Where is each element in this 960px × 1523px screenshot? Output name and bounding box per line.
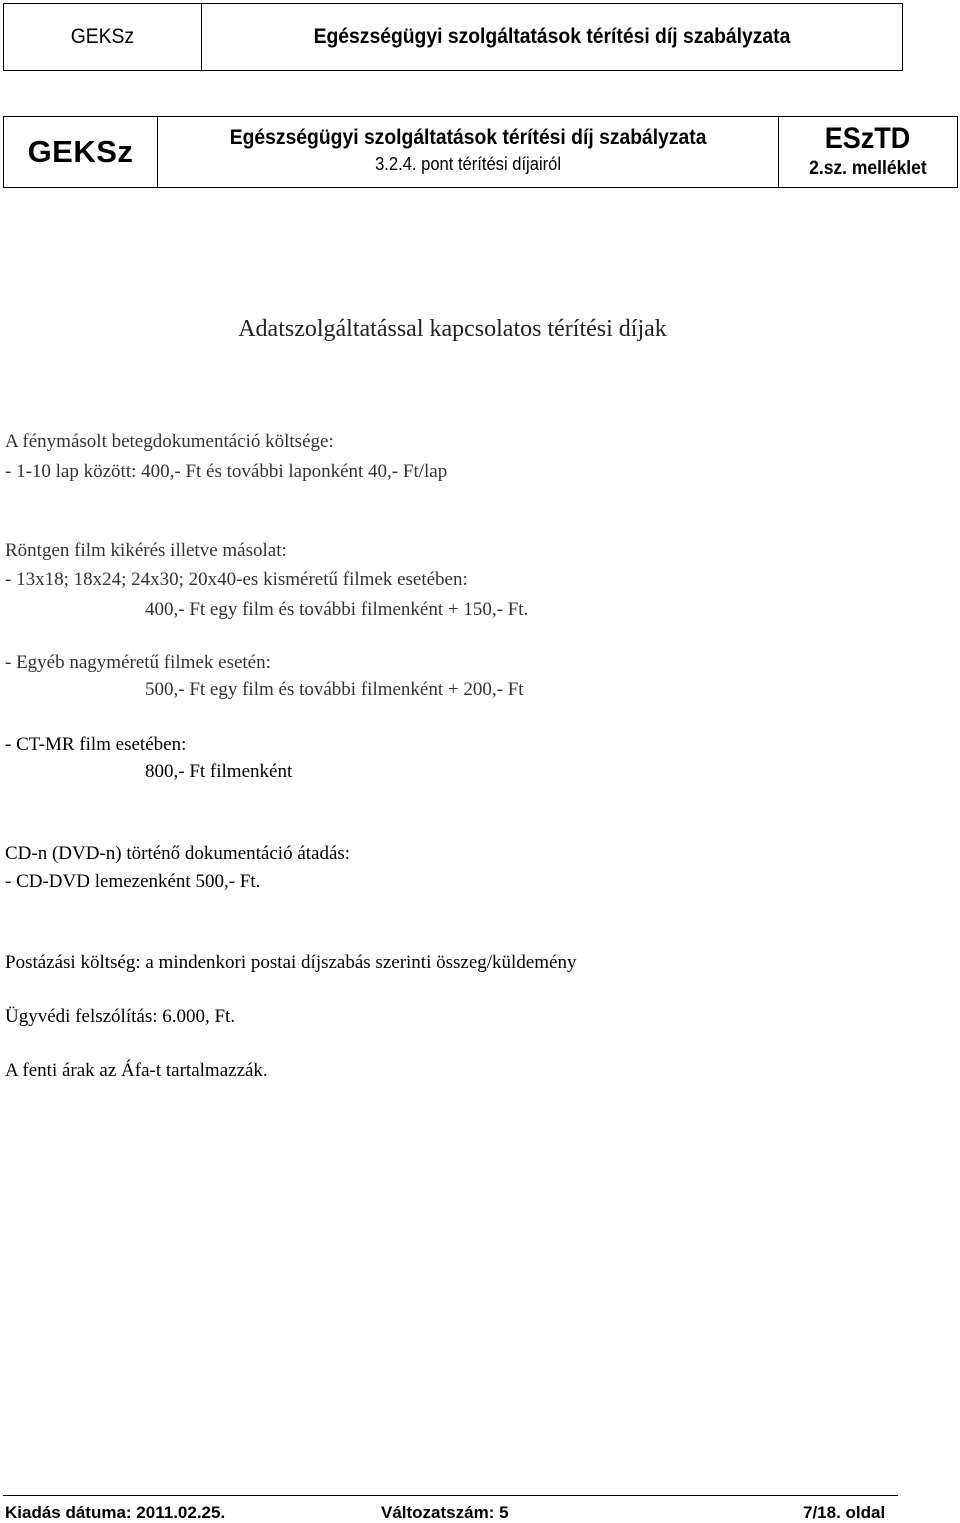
header-code: ESzTD	[825, 122, 911, 155]
xray-large-films-price: 500,- Ft egy film és további filmenként + 200,- Ft	[145, 679, 524, 700]
cd-dvd-heading: CD-n (DVD-n) történő dokumentáció átadás:	[5, 843, 351, 864]
xray-small-films-price: 400,- Ft egy film és további filmenként + 150,- Ft.	[145, 599, 529, 620]
xray-heading: Röntgen film kikérés illetve másolat:	[5, 540, 287, 561]
document-header	[3, 116, 958, 188]
top-bar-org-cell	[4, 4, 202, 70]
footer-rule	[3, 1495, 898, 1496]
ctmr-films-price: 800,- Ft filmenként	[145, 761, 293, 782]
header-code-cell	[779, 117, 957, 187]
header-subtitle: 3.2.4. pont térítési díjairól	[375, 153, 561, 174]
top-title-bar	[3, 3, 903, 71]
footer-issue-date: Kiadás dátuma: 2011.02.25.	[5, 1503, 226, 1522]
photocopy-cost-heading: A fénymásolt betegdokumentáció költsége:	[5, 431, 334, 452]
vat-note: A fenti árak az Áfa-t tartalmazzák.	[5, 1060, 268, 1081]
footer-page-number: 7/18. oldal	[803, 1503, 886, 1522]
footer-version: Változatszám: 5	[381, 1503, 509, 1522]
header-title: Egészségügyi szolgáltatások térítési díj szabályzata	[229, 125, 707, 149]
xray-large-films: - Egyéb nagyméretű filmek esetén:	[5, 652, 271, 673]
cd-dvd-price: - CD-DVD lemezenként 500,- Ft.	[5, 871, 261, 892]
photocopy-cost-item: - 1-10 lap között: 400,- Ft és további laponként 40,- Ft/lap	[5, 461, 448, 482]
header-title-cell	[158, 117, 779, 187]
header-attachment: 2.sz. melléklet	[809, 158, 927, 179]
lawyer-notice-cost: Ügyvédi felszólítás: 6.000, Ft.	[5, 1006, 236, 1027]
xray-small-films: - 13x18; 18x24; 24x30; 20x40-es kisméretű filmek esetében:	[5, 569, 468, 590]
postage-cost: Postázási költség: a mindenkori postai díjszabás szerinti összeg/küldemény	[5, 952, 577, 973]
top-bar-title: Egészségügyi szolgáltatások térítési díj szabályzata	[313, 25, 791, 48]
top-bar-org: GEKSz	[70, 25, 135, 48]
document-title: Adatszolgáltatással kapcsolatos térítési díjak	[238, 316, 667, 342]
header-logo: GEKSz	[4, 117, 158, 187]
ctmr-films: - CT-MR film esetében:	[5, 734, 187, 755]
